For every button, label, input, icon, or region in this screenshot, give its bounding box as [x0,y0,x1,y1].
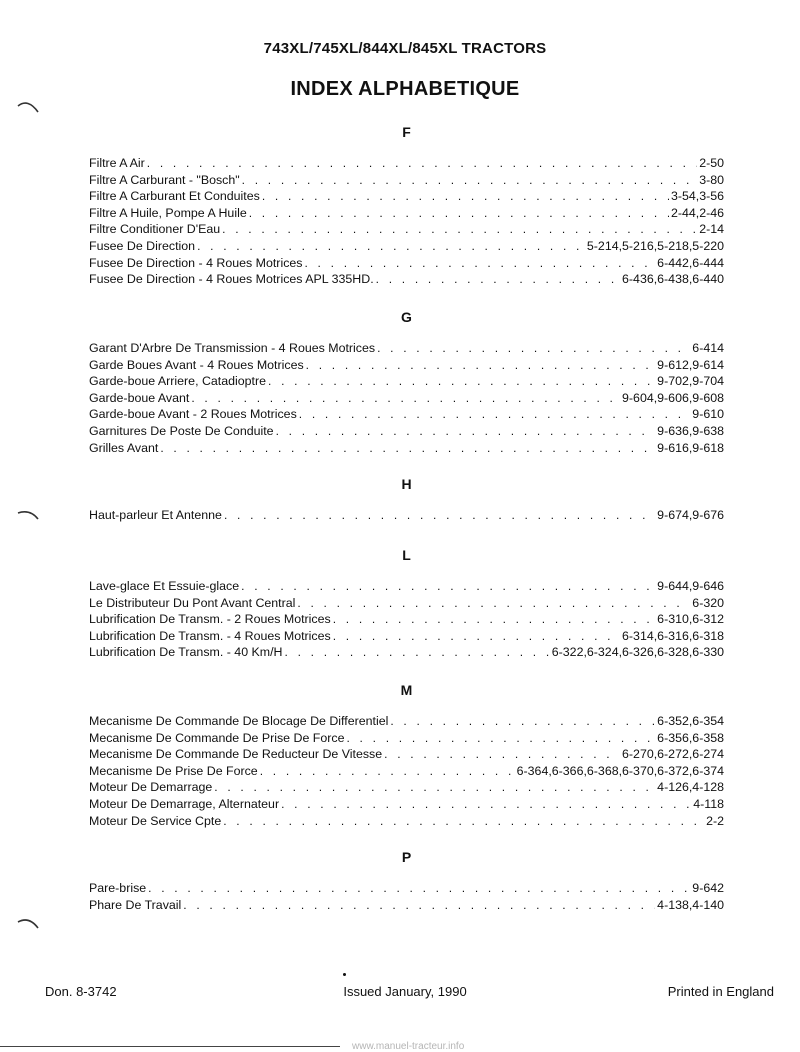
entry-pages: 6-414 [692,341,724,355]
dot-leader [249,205,669,222]
entry-pages: 6-270,6-272,6-274 [622,747,724,762]
index-entry [89,730,724,747]
entry-pages: 6-322,6-324,6-326,6-328,6-330 [551,645,724,660]
index-entry [89,172,724,189]
entry-name: Lubrification De Transm. - 4 Roues Motrices [89,628,331,643]
dot-leader [390,713,655,730]
entry-pages: 9-644,9-646 [657,579,724,593]
index-entry [89,507,724,524]
entry-pages: 4-118 [693,796,724,811]
entry-name: Mecanisme De Commande De Prise De Force [89,730,345,745]
entry-name: Lave-glace Et Essuie-glace [89,579,240,593]
dot-leader [346,730,655,747]
bottom-rule [0,1046,340,1047]
dot-leader [306,357,656,374]
entry-name: Moteur De Demarrage [89,780,213,795]
entry-pages: 6-356,6-358 [657,730,724,745]
index-entry [89,255,724,272]
dot-leader [377,340,690,357]
entry-name: Grilles Avant [89,440,159,455]
bullet-mark [343,973,346,976]
entry-pages: 6-364,6-366,6-368,6-370,6-372,6-374 [516,763,724,778]
entry-name: Moteur De Service Cpte [89,813,222,828]
dot-leader [197,238,585,255]
entry-name: Filtre A Huile, Pompe A Huile [89,205,247,220]
index-entry [89,155,724,172]
page-header: 743XL/745XL/844XL/845XL TRACTORS [263,40,547,57]
entry-pages: 6-314,6-316,6-318 [622,628,724,643]
entry-name: Garde Boues Avant - 4 Roues Motrices [89,357,304,372]
dot-leader [242,172,698,189]
entry-name: Filtre A Carburant Et Conduites [89,189,260,204]
index-entry [89,796,724,813]
index-entry [89,746,724,763]
entry-pages: 9-604,9-606,9-608 [622,390,724,405]
index-entry [89,188,724,205]
index-entry [89,897,724,914]
entry-pages: 3-54,3-56 [670,189,724,204]
watermark-text: www.manuel-tracteur.info [352,1041,465,1052]
index-entry [89,813,724,830]
index-entry [89,595,724,612]
entry-pages: 2-14 [699,222,724,237]
entry-list [89,340,724,456]
dot-leader [299,406,691,423]
index-section-f [89,123,724,288]
entry-pages: 9-610 [692,407,724,422]
entry-pages: 5-214,5-216,5-218,5-220 [586,238,724,253]
index-section-g [89,308,724,456]
punch-hole-mark-icon [16,505,42,531]
entry-name: Mecanisme De Prise De Force [89,763,258,778]
dot-leader [241,578,655,595]
dot-leader [297,595,690,612]
entry-name: Garde-boue Avant [89,390,190,405]
dot-leader [304,255,655,272]
entry-pages: 9-612,9-614 [657,357,724,372]
index-entry [89,271,724,288]
index-entry [89,440,724,457]
index-entry [89,578,724,595]
dot-leader [147,155,697,172]
index-entry [89,779,724,796]
entry-pages: 6-436,6-438,6-440 [622,272,724,287]
entry-pages: 9-674,9-676 [657,508,724,522]
index-entry [89,406,724,423]
index-section-h [89,475,724,524]
entry-pages: 6-442,6-444 [657,255,724,270]
index-entry [89,423,724,440]
index-entry [89,357,724,374]
dot-leader [191,390,620,407]
entry-name: Garde-boue Arriere, Catadioptre [89,374,267,389]
punch-hole-mark-icon [16,913,42,939]
entry-name: Pare-brise [89,881,147,895]
index-entry [89,373,724,390]
section-letter: M [400,682,413,698]
page-title: INDEX ALPHABETIQUE [290,78,520,100]
entry-name: Haut-parleur Et Antenne [89,508,222,522]
dot-leader [160,440,655,457]
entry-pages: 4-138,4-140 [657,897,724,912]
entry-pages: 9-616,9-618 [657,440,724,455]
entry-list [89,155,724,288]
entry-name: Fusee De Direction [89,238,196,253]
entry-name: Phare De Travail [89,897,182,912]
entry-pages: 3-80 [699,172,724,187]
punch-hole-mark-icon [16,96,42,122]
entry-name: Filtre A Carburant - "Bosch" [89,172,240,187]
index-entry [89,390,724,407]
dot-leader [384,746,620,763]
entry-name: Garde-boue Avant - 2 Roues Motrices [89,407,297,422]
footer-issue-date: Issued January, 1990 [343,984,467,999]
dot-leader [333,611,655,628]
index-section-p [89,848,724,913]
dot-leader [223,813,704,830]
entry-name: Garant D'Arbre De Transmission - 4 Roues Motrices [89,341,376,355]
dot-leader [262,188,669,205]
dot-leader [183,897,655,914]
entry-name: Lubrification De Transm. - 2 Roues Motrices [89,612,331,627]
dot-leader [376,271,620,288]
entry-list [89,507,724,524]
entry-pages: 2-44,2-46 [670,205,724,220]
section-letter: G [401,309,412,325]
dot-leader [276,423,656,440]
dot-leader [148,880,690,897]
entry-name: Lubrification De Transm. - 40 Km/H [89,645,283,660]
entry-name: Filtre Conditioner D'Eau [89,222,221,237]
index-section-l [89,546,724,661]
entry-pages: 4-126,4-128 [657,780,724,795]
dot-leader [222,221,697,238]
index-entry [89,763,724,780]
entry-list [89,578,724,661]
entry-pages: 6-310,6-312 [657,612,724,627]
dot-leader [281,796,691,813]
entry-pages: 6-352,6-354 [657,714,724,728]
entry-name: Fusee De Direction - 4 Roues Motrices APL 335HD. [89,272,374,287]
dot-leader [333,628,620,645]
entry-name: Filtre A Air [89,156,145,170]
entry-name: Le Distributeur Du Pont Avant Central [89,595,296,610]
index-entry [89,628,724,645]
entry-pages: 2-2 [706,813,724,828]
index-entry [89,238,724,255]
index-section-m [89,681,724,829]
index-entry [89,644,724,661]
dot-leader [268,373,655,390]
entry-pages: 9-636,9-638 [657,423,724,438]
entry-list [89,713,724,829]
entry-pages: 2-50 [699,156,724,170]
section-letter: L [402,547,411,563]
section-letter: F [402,124,411,140]
dot-leader [285,644,550,661]
dot-leader [214,779,655,796]
index-entry [89,713,724,730]
entry-name: Garnitures De Poste De Conduite [89,423,274,438]
footer-doc-number: Don. 8-3742 [45,984,117,999]
entry-pages: 6-320 [692,595,724,610]
entry-name: Mecanisme De Commande De Blocage De Differentiel [89,714,389,728]
index-entry [89,611,724,628]
index-entry [89,880,724,897]
index-entry [89,205,724,222]
entry-pages: 9-702,9-704 [657,374,724,389]
index-entry [89,340,724,357]
entry-pages: 9-642 [692,881,724,895]
entry-name: Mecanisme De Commande De Reducteur De Vitesse [89,747,383,762]
section-letter: P [401,849,412,865]
section-letter: H [401,476,412,492]
entry-name: Fusee De Direction - 4 Roues Motrices [89,255,303,270]
entry-list [89,880,724,913]
dot-leader [260,763,515,780]
index-entry [89,221,724,238]
dot-leader [224,507,655,524]
entry-name: Moteur De Demarrage, Alternateur [89,796,280,811]
footer-printed-in: Printed in England [667,984,774,999]
